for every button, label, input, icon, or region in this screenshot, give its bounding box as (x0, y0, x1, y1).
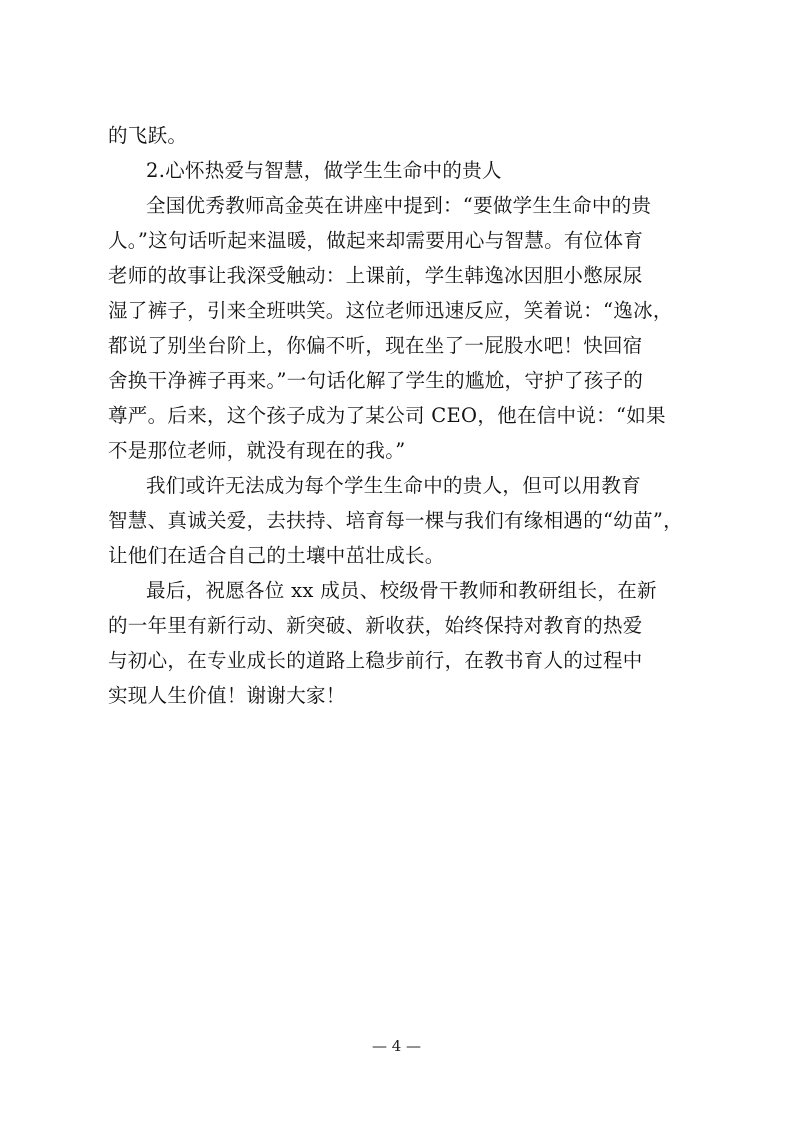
page-number: — 4 — (371, 1037, 422, 1055)
text-line: 与初心，在专业成长的道路上稳步前行，在教书育人的过程中 (108, 649, 643, 672)
text-line: 让他们在适合自己的土壤中茁壮成长。 (108, 544, 445, 567)
text-line: 舍换干净裤子再来。”一句话化解了学生的尴尬，守护了孩子的 (108, 369, 644, 392)
text-line: 实现人生价值！谢谢大家！ (108, 684, 346, 707)
text-line: 我们或许无法成为每个学生生命中的贵人，但可以用教育 (146, 474, 642, 497)
text-line: 智慧、真诚关爱，去扶持、培育每一棵与我们有缘相遇的“幼苗”， (108, 509, 683, 532)
text-line: 人。”这句话听起来温暖，做起来却需要用心与智慧。有位体育 (108, 229, 644, 252)
text-line: 老师的故事让我深受触动：上课前，学生韩逸冰因胆小憋尿尿 (108, 264, 643, 287)
text-line: 湿了裤子，引来全班哄笑。这位老师迅速反应，笑着说：“逸冰， (108, 299, 673, 322)
section-heading: 2.心怀热爱与智慧，做学生生命中的贵人 (146, 159, 502, 182)
text-line: 尊严。后来，这个孩子成为了某公司 CEO，他在信中说：“如果 (108, 404, 666, 427)
text-line: 全国优秀教师高金英在讲座中提到：“要做学生生命中的贵 (146, 194, 652, 217)
text-line: 不是那位老师，就没有现在的我。” (108, 439, 406, 462)
text-line: 都说了别坐台阶上，你偏不听，现在坐了一屁股水吧！快回宿 (108, 334, 643, 357)
text-line: 最后，祝愿各位 xx 成员、校级骨干教师和教研组长，在新 (146, 579, 657, 602)
text-line: 的飞跃。 (108, 124, 188, 147)
document-body (108, 118, 686, 713)
text-line: 的一年里有新行动、新突破、新收获，始终保持对教育的热爱 (108, 614, 643, 637)
